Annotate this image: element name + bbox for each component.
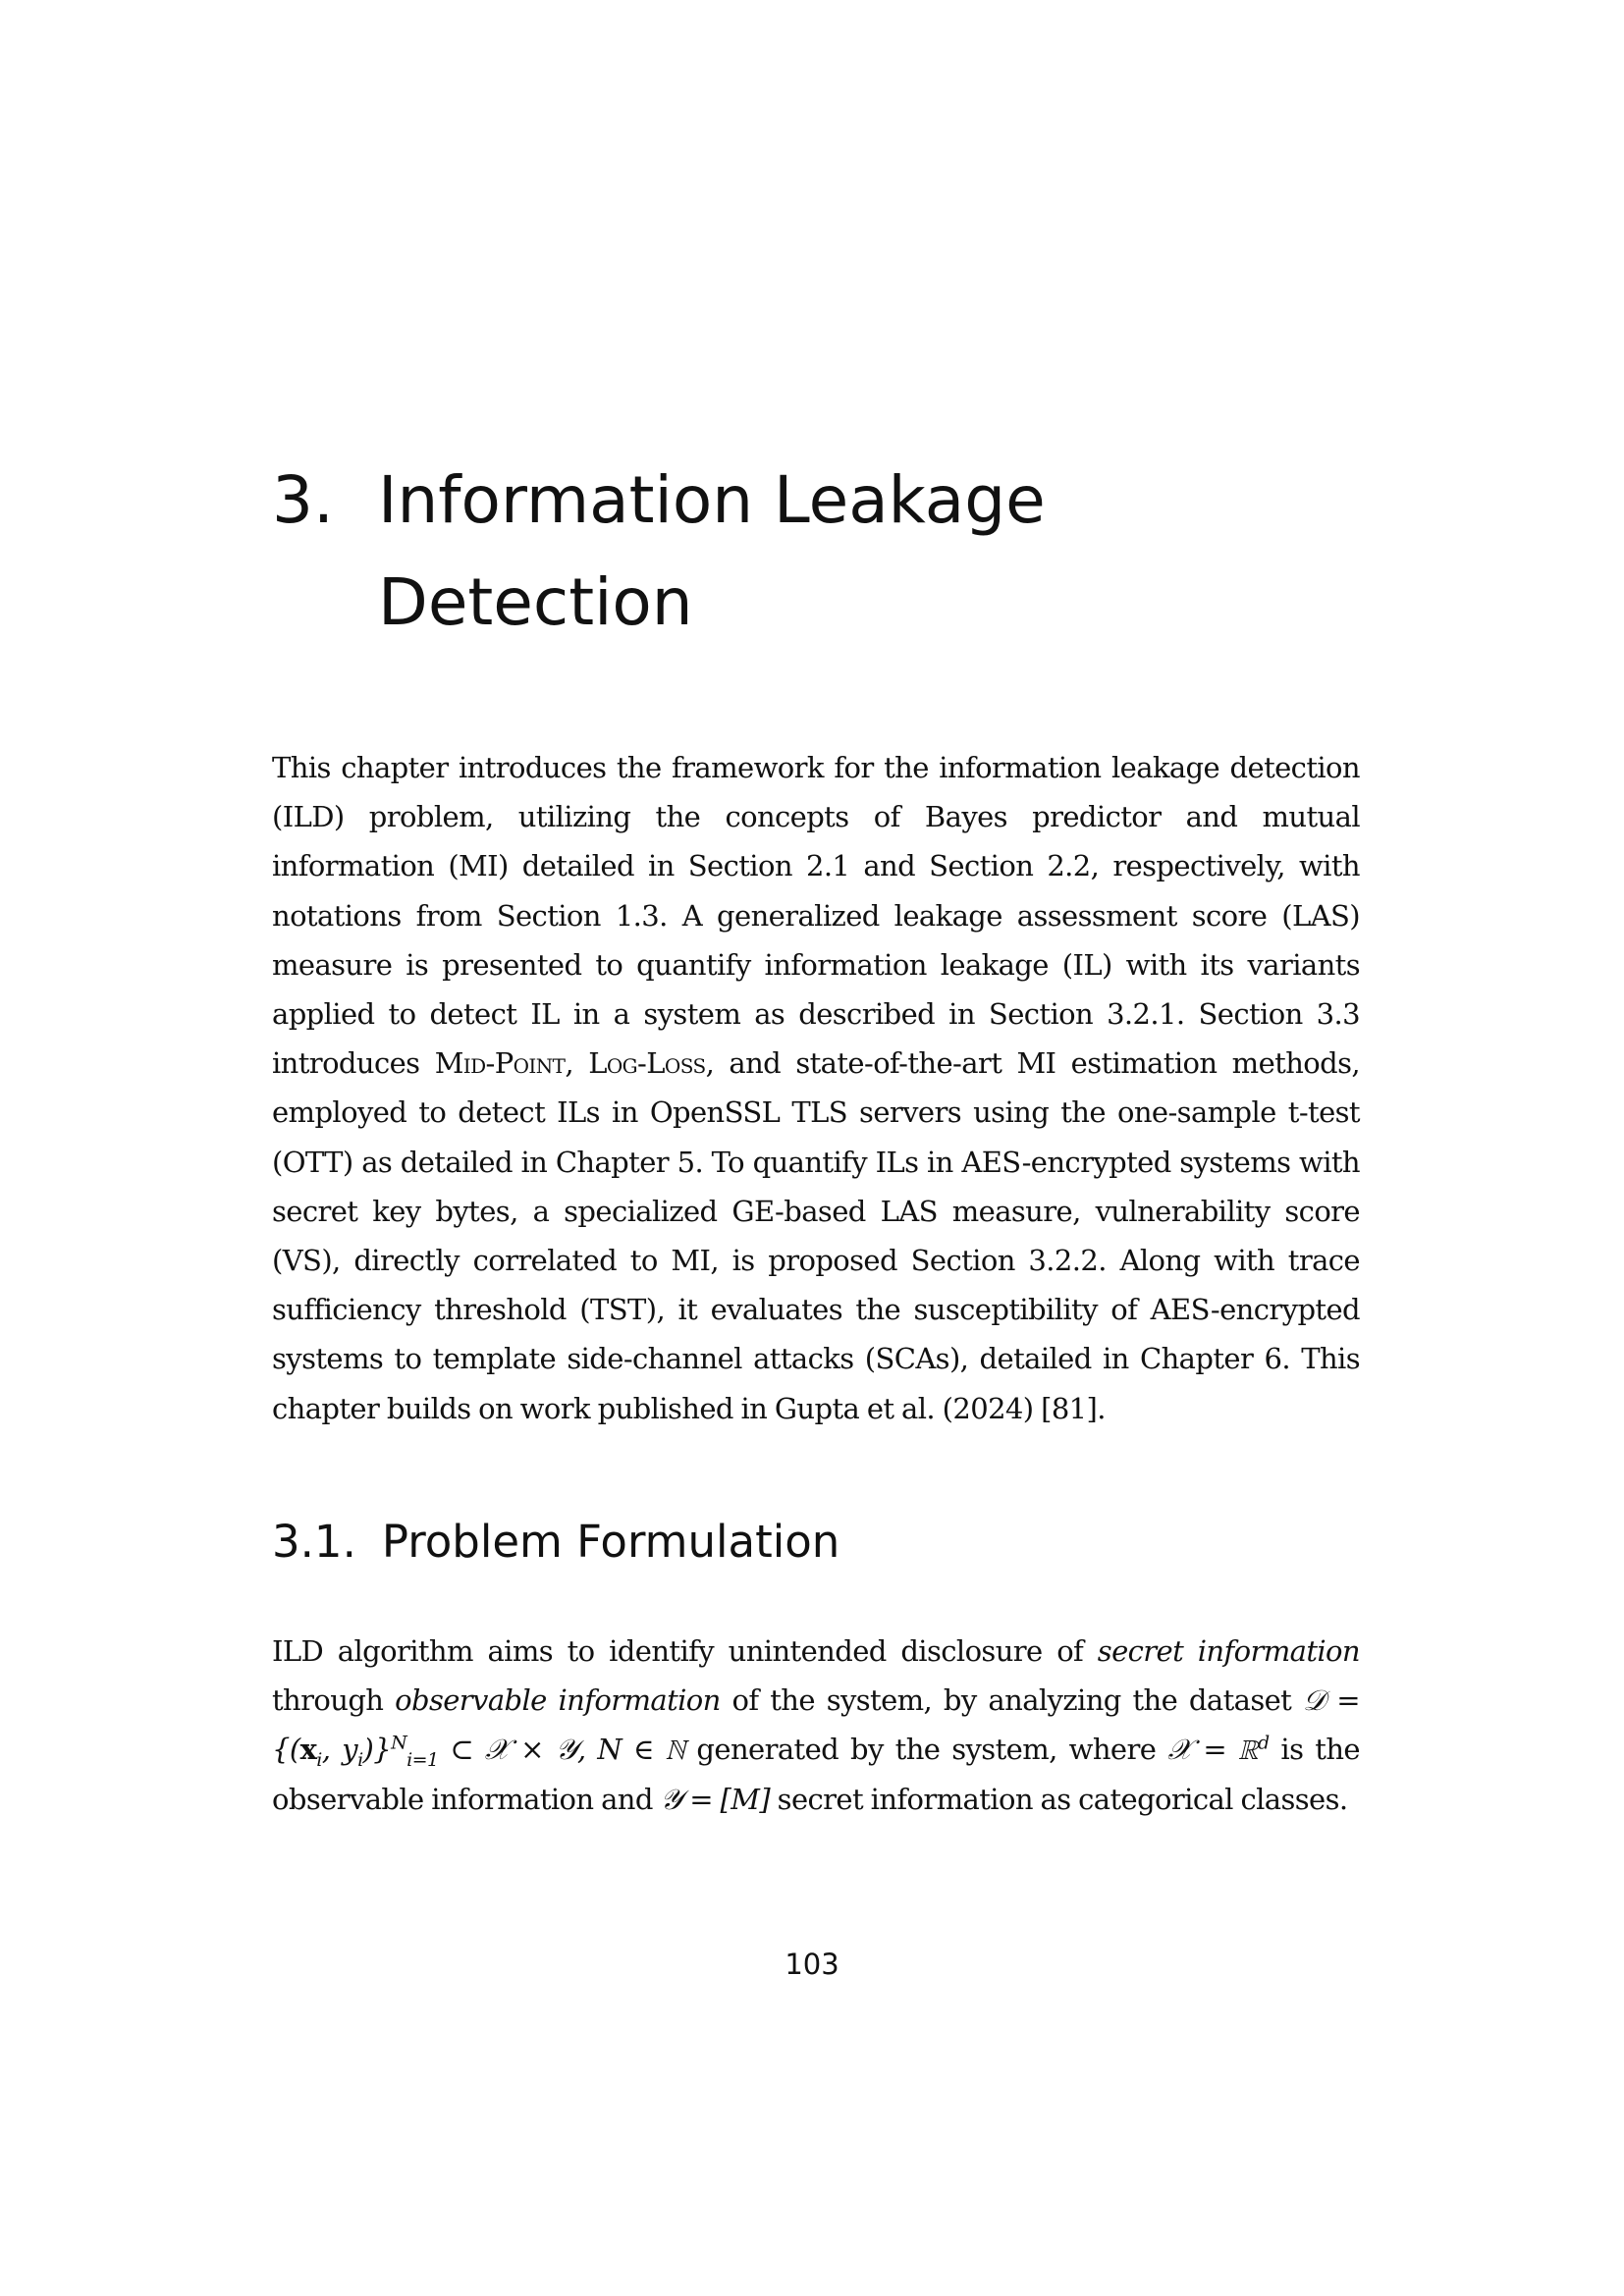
math-x-reals: 𝒳 = ℝ — [1167, 1733, 1258, 1767]
para-text-3: of the system, by analyzing the dataset — [720, 1683, 1303, 1718]
intro-paragraph — [272, 743, 1360, 1433]
math-close: )} — [362, 1733, 392, 1767]
page-number: 103 — [785, 1948, 839, 1981]
emphasis-secret-information: secret information — [1097, 1634, 1360, 1668]
math-sup-n: N — [391, 1732, 407, 1754]
observable-space-formula — [1167, 1733, 1269, 1766]
math-y: , y — [321, 1733, 358, 1767]
math-dataset-open: 𝒟 = {( — [272, 1683, 1360, 1767]
math-subset: ⊂ 𝒳 × 𝒴, N ∈ ℕ — [438, 1733, 685, 1767]
para-text-1: ILD algorithm aims to identify unintended disclosure of — [272, 1634, 1098, 1668]
chapter-heading — [272, 450, 1372, 654]
math-x-bold: x — [299, 1733, 317, 1767]
math-sub-i2: i — [357, 1749, 363, 1772]
para-text-4: generated by the system, where — [684, 1733, 1168, 1767]
problem-formulation-paragraph — [272, 1627, 1360, 1824]
section-number: 3.1. — [272, 1516, 356, 1568]
intro-text-part2: , and state-of-the-art MI estimation methods, employed to detect ILs in OpenSSL TLS servers using the one-sample t-test (OTT) as detailed in Chapter 5. To quantify ILs in AES-encrypted systems with secret key bytes, a specialized GE-based LAS measure, vulnerability score (VS), directly correlated to MI, is proposed Section 3.2.2. Along with trace sufficiency threshold (TST), it evaluates the susceptibility of AES-encrypted systems to template side-channel attacks (SCAs), detailed in Chapter 6. This chapter builds on work published in Gupta et al. (2024) [81]. — [272, 1046, 1360, 1425]
secret-space-formula: 𝒴 = [M] — [660, 1782, 771, 1816]
intro-text-part1: This chapter introduces the framework for the information leakage detection (ILD) problem, utilizing the concepts of Bayes predictor and mutual information (MI) detailed in Section 2.1 and Section 2.2, respectively, with notations from Section 1.3. A generalized leakage assessment score (LAS) measure is presented to quantify information leakage (IL) with its variants applied to detect IL in a system as described in Section 3.2.1. Section 3.3 introduces — [272, 751, 1360, 1081]
math-sup-d: d — [1257, 1732, 1270, 1754]
para-text-5: is the observable information and — [272, 1733, 1360, 1816]
section-title: Problem Formulation — [381, 1516, 840, 1568]
chapter-title: Information Leakage Detection — [378, 462, 1046, 640]
emphasis-observable-information: observable information — [395, 1683, 721, 1718]
para-text-2: through — [272, 1683, 396, 1718]
mid-point-term: Mid-Point — [434, 1046, 566, 1081]
section-heading — [272, 1513, 839, 1572]
log-loss-term: Log-Loss — [588, 1046, 706, 1081]
math-sub-i: i — [316, 1749, 322, 1772]
math-sub-i1: i=1 — [406, 1749, 439, 1772]
chapter-number: 3. — [272, 462, 334, 538]
intro-separator: , — [565, 1046, 589, 1081]
para-text-6: secret information as categorical classes. — [770, 1782, 1348, 1816]
